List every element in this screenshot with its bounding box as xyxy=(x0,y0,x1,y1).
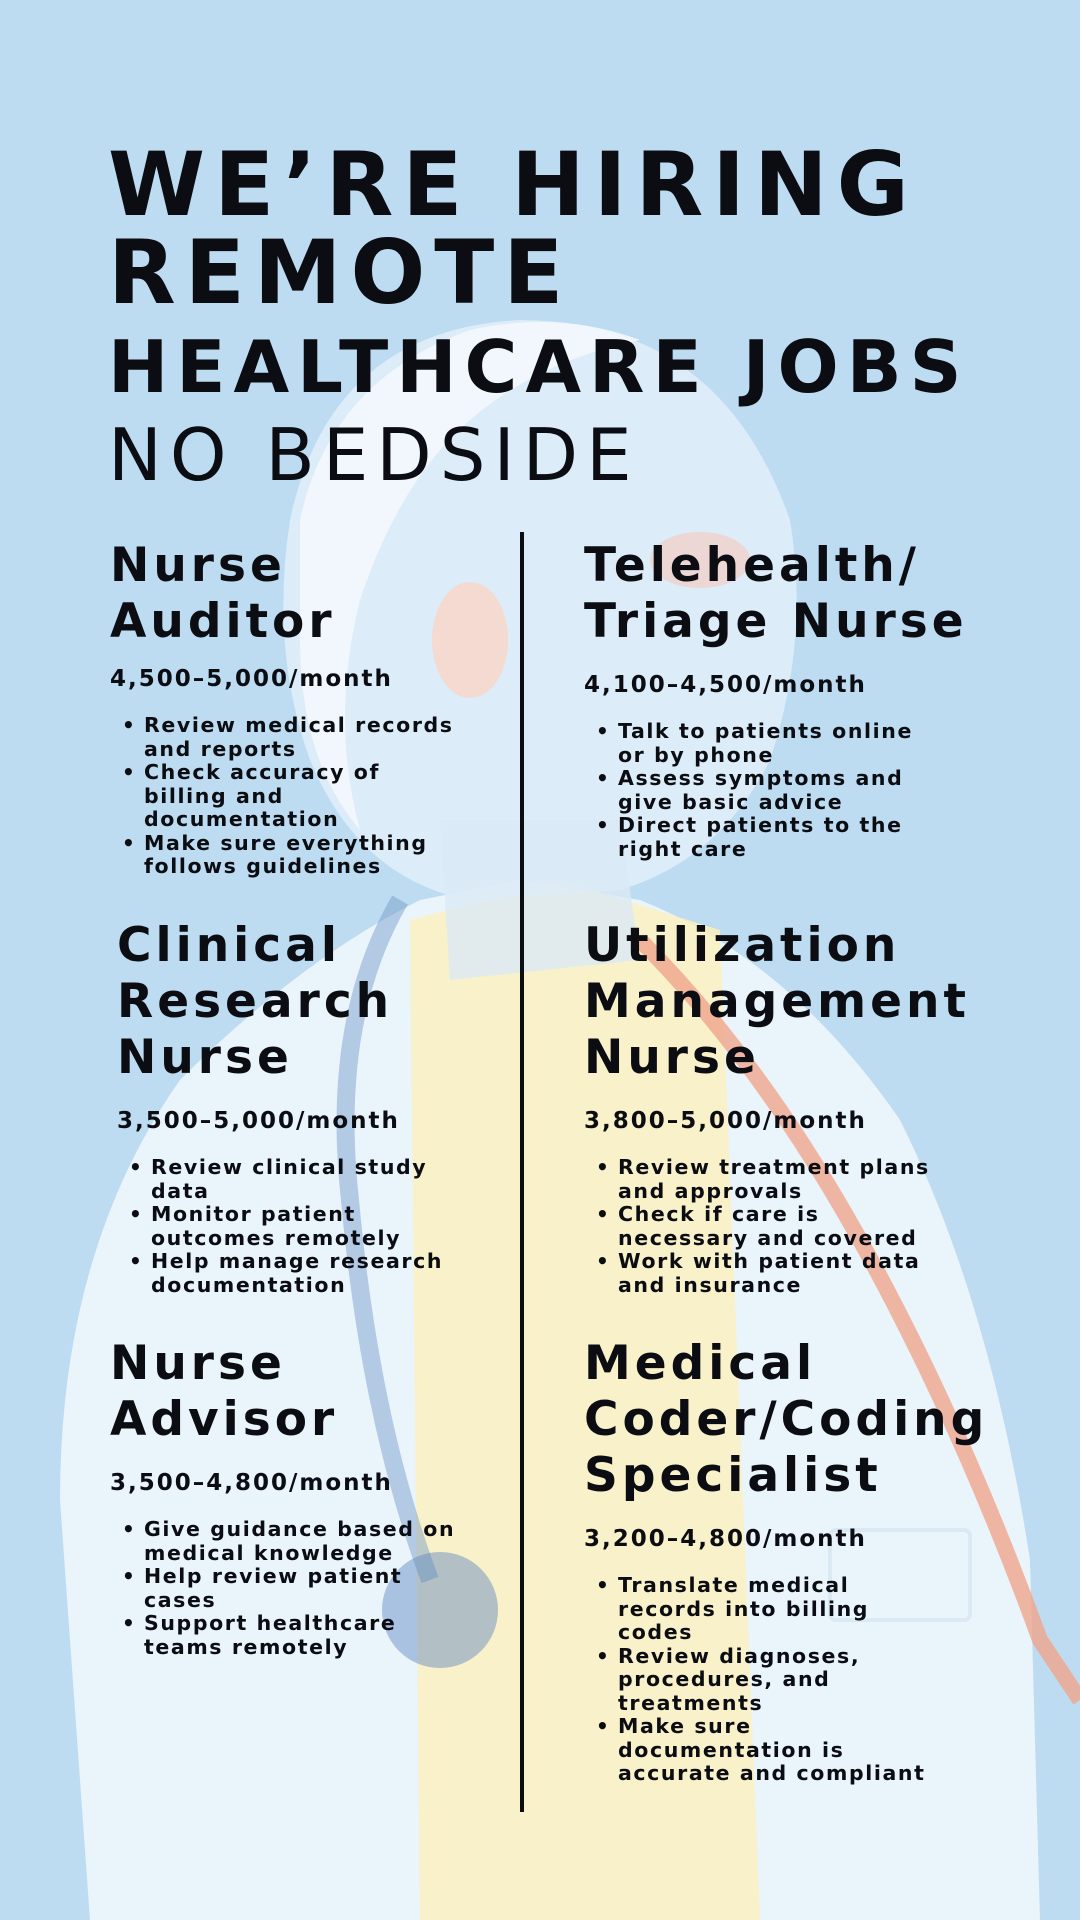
job-card-medical-coder xyxy=(584,1336,988,1786)
list-item: • Check accuracy of billing and documentation xyxy=(144,761,454,832)
list-item: • Review diagnoses, procedures, and treatments xyxy=(618,1645,988,1716)
list-item: • Direct patients to the right care xyxy=(618,814,968,861)
list-item: • Assess symptoms and give basic advice xyxy=(618,767,968,814)
list-item: • Help manage research documentation xyxy=(151,1250,443,1297)
job-duties xyxy=(584,720,968,861)
list-item: • Check if care is necessary and covered xyxy=(618,1203,970,1250)
job-salary: 3,500–5,000/month xyxy=(117,1108,400,1134)
list-item: • Help review patient cases xyxy=(144,1565,455,1612)
list-item: • Monitor patient outcomes remotely xyxy=(151,1203,443,1250)
column-divider xyxy=(520,532,524,1812)
job-card-nurse-advisor xyxy=(110,1336,455,1659)
job-card-telehealth-triage-nurse xyxy=(584,538,968,861)
job-card-clinical-research-nurse xyxy=(117,918,443,1297)
list-item: • Support healthcare teams remotely xyxy=(144,1612,455,1659)
list-item: • Work with patient data and insurance xyxy=(618,1250,970,1297)
job-salary: 3,800–5,000/month xyxy=(584,1108,867,1134)
job-salary: 3,500–4,800/month xyxy=(110,1470,393,1496)
job-salary: 3,200–4,800/month xyxy=(584,1526,867,1552)
headline-line-4: NO BEDSIDE xyxy=(108,413,640,497)
list-item: • Review clinical study data xyxy=(151,1156,443,1203)
job-duties xyxy=(584,1156,970,1297)
headline-line-2: REMOTE xyxy=(108,221,573,324)
job-duties xyxy=(110,1518,455,1659)
list-item: • Translate medical records into billing codes xyxy=(618,1574,988,1645)
headline-line-1: WE’RE HIRING xyxy=(108,133,918,236)
job-duties xyxy=(117,1156,443,1297)
list-item: • Make sure everything follows guidelines xyxy=(144,832,454,879)
list-item: • Review treatment plans and approvals xyxy=(618,1156,970,1203)
job-title: Medical Coder/Coding Specialist xyxy=(584,1336,989,1503)
job-title: Utilization Management Nurse xyxy=(584,918,970,1085)
list-item: • Talk to patients online or by phone xyxy=(618,720,968,767)
job-salary: 4,500–5,000/month xyxy=(110,666,393,692)
job-title: Nurse Auditor xyxy=(110,538,336,649)
job-duties xyxy=(110,714,454,879)
job-duties xyxy=(584,1574,988,1786)
job-card-nurse-auditor xyxy=(110,538,454,879)
job-title: Telehealth/ Triage Nurse xyxy=(584,538,968,649)
job-salary: 4,100–4,500/month xyxy=(584,672,867,698)
job-card-utilization-management-nurse xyxy=(584,918,970,1297)
list-item: • Make sure documentation is accurate and compliant xyxy=(618,1715,988,1786)
job-title: Clinical Research Nurse xyxy=(117,918,394,1085)
headline-line-3: HEALTHCARE JOBS xyxy=(108,325,970,409)
list-item: • Review medical records and reports xyxy=(144,714,454,761)
list-item: • Give guidance based on medical knowledge xyxy=(144,1518,455,1565)
job-title: Nurse Advisor xyxy=(110,1336,339,1447)
